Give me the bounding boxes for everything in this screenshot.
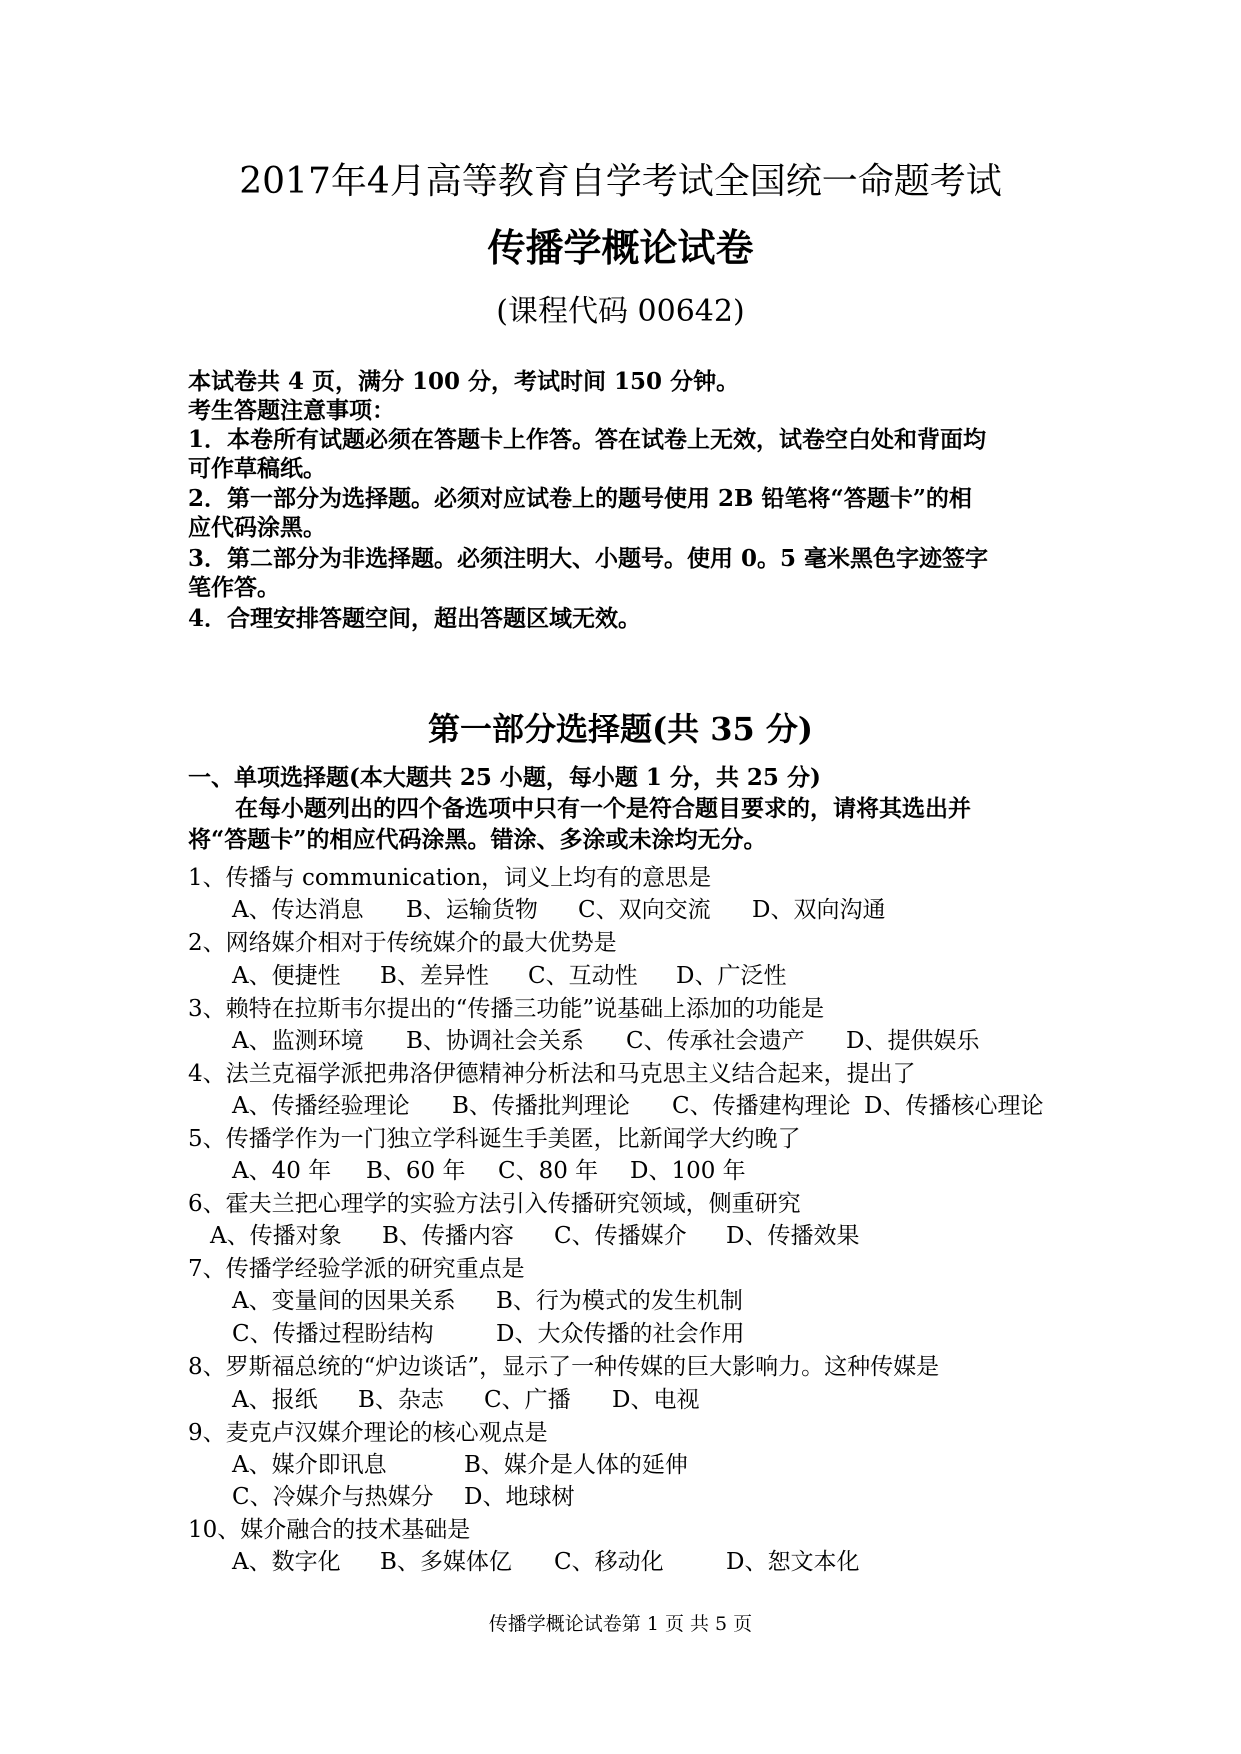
option-a: A、便捷性 (232, 963, 341, 989)
section-title: 第一部分选择题(共 35 分) (427, 710, 814, 748)
option-a: A、报纸 (232, 1387, 318, 1413)
option-c: C、移动化 (554, 1549, 664, 1575)
option-b: B、运输货物 (406, 897, 538, 923)
option-d: D、提供娱乐 (846, 1028, 980, 1054)
option-c: C、冷媒介与热媒分 (232, 1484, 434, 1510)
notice-item-1-line-2: 可作草稿纸。 (188, 455, 326, 482)
option-d: D、广泛性 (676, 963, 787, 989)
option-c: C、传承社会遗产 (626, 1028, 805, 1054)
question-stem: 7、传播学经验学派的研究重点是 (188, 1256, 525, 1282)
question-stem: 4、法兰克福学派把弗洛伊德精神分析法和马克思主义结合起来，提出了 (188, 1061, 916, 1087)
option-b: B、协调社会关系 (406, 1028, 584, 1054)
option-b: B、60 年 (366, 1158, 466, 1184)
option-c: C、广播 (484, 1387, 571, 1413)
option-d: D、传播核心理论 (864, 1093, 1044, 1119)
notice-item-3-line-2: 笔作答。 (188, 574, 280, 601)
option-b: B、传播批判理论 (452, 1093, 630, 1119)
option-b: B、媒介是人体的延伸 (464, 1452, 688, 1478)
course-code: (课程代码 00642) (496, 294, 745, 329)
instruction-line-2: 将“答题卡”的相应代码涂黑。错涂、多涂或未涂均无分。 (188, 826, 767, 853)
question-stem: 9、麦克卢汉媒介理论的核心观点是 (188, 1420, 548, 1446)
page-footer: 传播学概论试卷第 1 页 共 5 页 (488, 1613, 753, 1635)
option-a: A、40 年 (232, 1158, 332, 1184)
option-c: C、80 年 (498, 1158, 599, 1184)
option-b: B、多媒体亿 (380, 1549, 512, 1575)
question-stem: 8、罗斯福总统的“炉边谈话”，显示了一种传媒的巨大影响力。这种传媒是 (188, 1354, 940, 1380)
option-d: D、传播效果 (726, 1223, 860, 1249)
option-a: A、数字化 (232, 1549, 341, 1575)
question-stem: 6、霍夫兰把心理学的实验方法引入传播研究领域，侧重研究 (188, 1191, 801, 1217)
notice-item-2-line-1: 2．第一部分为选择题。必须对应试卷上的题号使用 2B 铅笔将“答题卡”的相 (188, 485, 972, 512)
option-d: D、恕文本化 (726, 1549, 860, 1575)
notice-item-1-line-1: 1．本卷所有试题必须在答题卡上作答。答在试卷上无效，试卷空白处和背面均 (188, 426, 987, 453)
option-c: C、双向交流 (578, 897, 711, 923)
option-c: C、传播媒介 (554, 1223, 687, 1249)
option-d: D、电视 (612, 1387, 700, 1413)
notice-item-2-line-2: 应代码涂黑。 (188, 514, 326, 541)
question-stem: 3、赖特在拉斯韦尔提出的“传播三功能”说基础上添加的功能是 (188, 996, 825, 1022)
option-b: B、行为模式的发生机制 (496, 1288, 743, 1314)
option-d: D、地球树 (464, 1484, 575, 1510)
option-a: A、传播经验理论 (232, 1093, 410, 1119)
notice-item-3-line-1: 3．第二部分为非选择题。必须注明大、小题号。使用 0。5 毫米黑色字迹签字 (188, 545, 989, 572)
notice-intro: 本试卷共 4 页，满分 100 分，考试时间 150 分钟。 (188, 368, 740, 395)
option-a: A、监测环境 (232, 1028, 364, 1054)
question-stem: 1、传播与 communication，词义上均有的意思是 (188, 865, 712, 891)
question-stem: 5、传播学作为一门独立学科诞生手美匿，比新闻学大约晚了 (188, 1126, 801, 1152)
option-b: B、差异性 (380, 963, 489, 989)
option-d: D、大众传播的社会作用 (496, 1321, 745, 1347)
notice-heading: 考生答题注意事项： (188, 397, 395, 424)
option-a: A、变量间的因果关系 (232, 1288, 456, 1314)
exam-title: 2017年4月高等教育自学考试全国统一命题考试 (239, 161, 1002, 202)
option-a: A、传达消息 (232, 897, 364, 923)
part-heading: 一、单项选择题(本大题共 25 小题，每小题 1 分，共 25 分) (188, 764, 821, 791)
option-c: C、互动性 (528, 963, 638, 989)
option-a: A、传播对象 (210, 1223, 342, 1249)
option-d: D、双向沟通 (752, 897, 886, 923)
option-c: C、传播建构理论 (672, 1093, 851, 1119)
paper-title: 传播学概论试卷 (487, 225, 754, 270)
instruction-line-1: 在每小题列出的四个备选项中只有一个是符合题目要求的，请将其选出并 (235, 795, 971, 822)
option-a: A、媒介即讯息 (232, 1452, 387, 1478)
option-d: D、100 年 (630, 1158, 746, 1184)
notice-item-4: 4．合理安排答题空间，超出答题区域无效。 (188, 605, 642, 632)
question-stem: 2、网络媒介相对于传统媒介的最大优势是 (188, 930, 617, 956)
question-stem: 10、媒介融合的技术基础是 (188, 1517, 471, 1543)
option-b: B、杂志 (358, 1387, 444, 1413)
option-c: C、传播过程盼结构 (232, 1321, 434, 1347)
option-b: B、传播内容 (382, 1223, 514, 1249)
